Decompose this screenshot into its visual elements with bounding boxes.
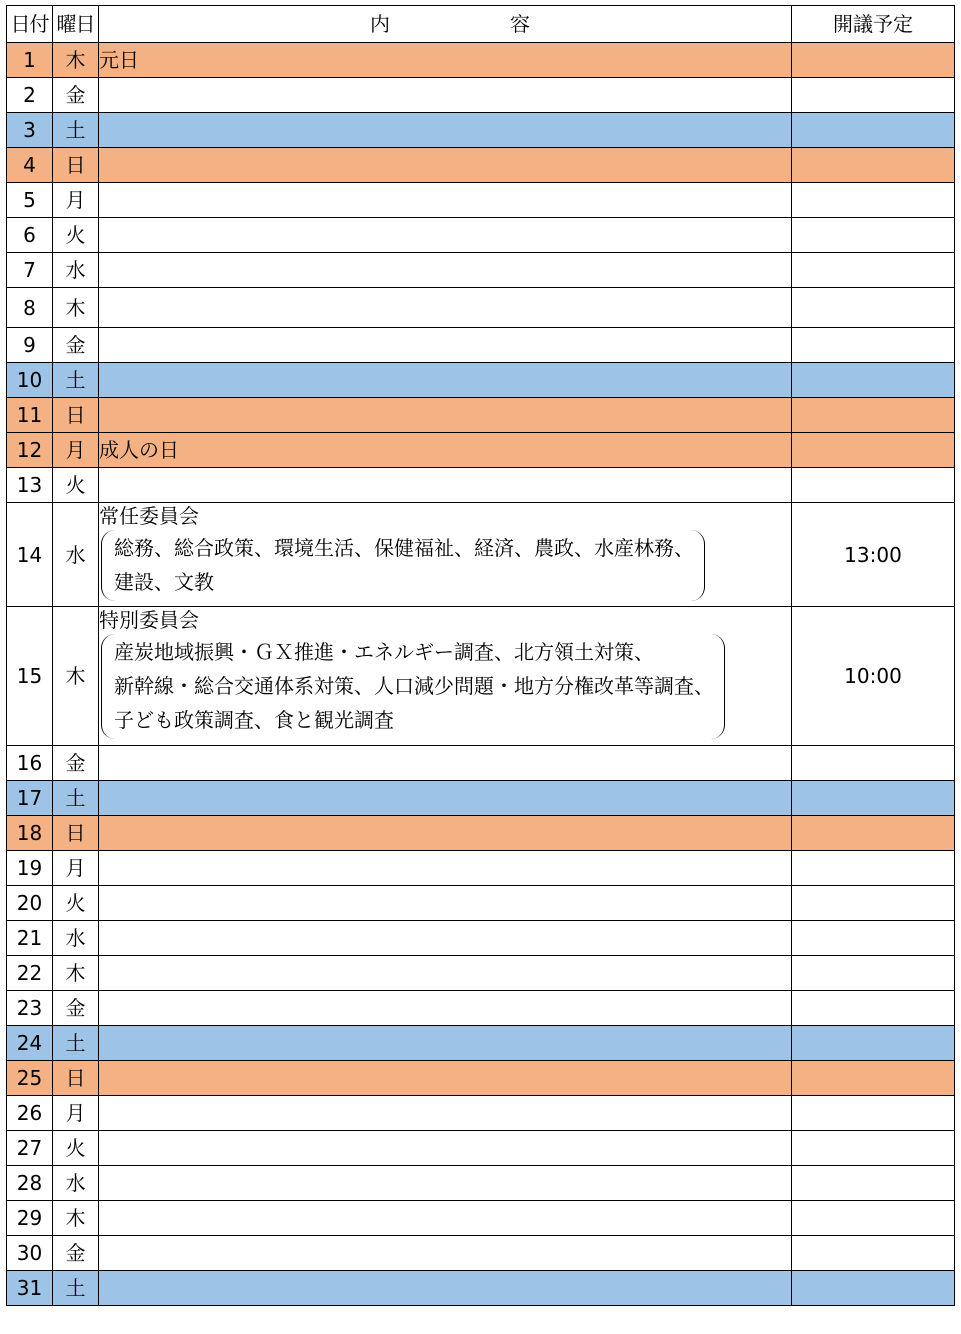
content-cell: 成人の日 <box>99 433 792 468</box>
weekday-cell: 金 <box>53 746 99 781</box>
weekday-cell: 水 <box>53 921 99 956</box>
table-row <box>7 253 955 288</box>
date-cell: 11 <box>7 398 53 433</box>
date-cell: 29 <box>7 1201 53 1236</box>
session-time-cell <box>792 1131 955 1166</box>
session-time-cell <box>792 1026 955 1061</box>
date-cell: 18 <box>7 816 53 851</box>
schedule-rows <box>7 43 955 1306</box>
content-cell <box>99 1166 792 1201</box>
weekday-cell: 日 <box>53 398 99 433</box>
weekday-cell: 月 <box>53 433 99 468</box>
session-time-cell <box>792 1166 955 1201</box>
table-row <box>7 1166 955 1201</box>
session-time-cell <box>792 1236 955 1271</box>
content-cell <box>99 78 792 113</box>
table-row <box>7 851 955 886</box>
weekday-cell: 土 <box>53 781 99 816</box>
session-time-cell: 10:00 <box>792 607 955 746</box>
content-cell <box>99 921 792 956</box>
date-cell: 14 <box>7 503 53 607</box>
weekday-cell: 日 <box>53 1061 99 1096</box>
content-cell <box>99 1096 792 1131</box>
content-cell <box>99 363 792 398</box>
content-cell <box>99 288 792 328</box>
session-time-cell <box>792 328 955 363</box>
weekday-cell: 火 <box>53 886 99 921</box>
content-cell <box>99 1201 792 1236</box>
date-cell: 20 <box>7 886 53 921</box>
date-cell: 6 <box>7 218 53 253</box>
session-time-cell <box>792 288 955 328</box>
date-cell: 17 <box>7 781 53 816</box>
weekday-cell: 土 <box>53 113 99 148</box>
date-cell: 5 <box>7 183 53 218</box>
table-row <box>7 1271 955 1306</box>
session-time-cell <box>792 433 955 468</box>
date-cell: 16 <box>7 746 53 781</box>
content-cell <box>99 253 792 288</box>
date-cell: 1 <box>7 43 53 78</box>
session-time-cell <box>792 183 955 218</box>
content-cell <box>99 113 792 148</box>
committee-title: 特別委員会 <box>99 608 199 632</box>
session-time-cell <box>792 851 955 886</box>
table-row <box>7 113 955 148</box>
weekday-cell: 水 <box>53 253 99 288</box>
content-cell <box>99 956 792 991</box>
weekday-cell: 木 <box>53 1201 99 1236</box>
table-row <box>7 148 955 183</box>
weekday-cell: 水 <box>53 503 99 607</box>
header-time: 開議予定 <box>792 6 955 43</box>
date-cell: 22 <box>7 956 53 991</box>
weekday-cell: 土 <box>53 1271 99 1306</box>
table-row <box>7 921 955 956</box>
weekday-cell: 木 <box>53 607 99 746</box>
table-row <box>7 468 955 503</box>
weekday-cell: 金 <box>53 1236 99 1271</box>
table-row <box>7 183 955 218</box>
date-cell: 24 <box>7 1026 53 1061</box>
content-cell <box>99 218 792 253</box>
content-cell <box>99 503 792 607</box>
session-time-cell <box>792 113 955 148</box>
table-row <box>7 1236 955 1271</box>
weekday-cell: 金 <box>53 328 99 363</box>
session-time-cell <box>792 363 955 398</box>
content-cell <box>99 991 792 1026</box>
session-time-cell: 13:00 <box>792 503 955 607</box>
committee-line: 子ども政策調査、食と観光調査 <box>114 708 394 732</box>
weekday-cell: 木 <box>53 288 99 328</box>
content-cell <box>99 398 792 433</box>
content-cell <box>99 1236 792 1271</box>
date-cell: 28 <box>7 1166 53 1201</box>
session-time-cell <box>792 1061 955 1096</box>
session-time-cell <box>792 148 955 183</box>
content-cell <box>99 816 792 851</box>
date-cell: 25 <box>7 1061 53 1096</box>
content-cell: 元日 <box>99 43 792 78</box>
date-cell: 13 <box>7 468 53 503</box>
content-cell <box>99 781 792 816</box>
date-cell: 30 <box>7 1236 53 1271</box>
table-row <box>7 1201 955 1236</box>
date-cell: 21 <box>7 921 53 956</box>
session-time-cell <box>792 956 955 991</box>
schedule-table <box>6 5 955 1306</box>
table-row <box>7 781 955 816</box>
date-cell: 3 <box>7 113 53 148</box>
session-time-cell <box>792 1271 955 1306</box>
content-cell <box>99 1061 792 1096</box>
date-cell: 12 <box>7 433 53 468</box>
date-cell: 26 <box>7 1096 53 1131</box>
weekday-cell: 月 <box>53 1096 99 1131</box>
table-row <box>7 363 955 398</box>
date-cell: 27 <box>7 1131 53 1166</box>
weekday-cell: 月 <box>53 183 99 218</box>
committee-line: 建設、文教 <box>114 570 214 594</box>
session-time-cell <box>792 468 955 503</box>
weekday-cell: 火 <box>53 218 99 253</box>
table-row <box>7 218 955 253</box>
table-row <box>7 991 955 1026</box>
content-cell <box>99 468 792 503</box>
weekday-cell: 火 <box>53 1131 99 1166</box>
table-row <box>7 886 955 921</box>
content-cell <box>99 328 792 363</box>
content-cell <box>99 1026 792 1061</box>
table-row <box>7 43 955 78</box>
table-row <box>7 1026 955 1061</box>
table-row <box>7 816 955 851</box>
session-time-cell <box>792 398 955 433</box>
content-cell <box>99 148 792 183</box>
content-cell <box>99 1131 792 1166</box>
weekday-cell: 水 <box>53 1166 99 1201</box>
table-row <box>7 503 955 607</box>
table-row <box>7 1061 955 1096</box>
weekday-cell: 金 <box>53 991 99 1026</box>
committee-list <box>101 530 705 601</box>
session-time-cell <box>792 253 955 288</box>
table-row <box>7 433 955 468</box>
table-row <box>7 1096 955 1131</box>
table-row <box>7 78 955 113</box>
table-row <box>7 398 955 433</box>
session-time-cell <box>792 781 955 816</box>
session-time-cell <box>792 43 955 78</box>
session-time-cell <box>792 991 955 1026</box>
session-time-cell <box>792 921 955 956</box>
date-cell: 31 <box>7 1271 53 1306</box>
session-time-cell <box>792 78 955 113</box>
weekday-cell: 金 <box>53 78 99 113</box>
session-time-cell <box>792 816 955 851</box>
committee-line: 新幹線・総合交通体系対策、人口減少問題・地方分権改革等調査、 <box>114 674 714 698</box>
session-time-cell <box>792 746 955 781</box>
weekday-cell: 日 <box>53 816 99 851</box>
session-time-cell <box>792 218 955 253</box>
header-content-label: 内 容 <box>370 12 530 36</box>
session-time-cell <box>792 1096 955 1131</box>
weekday-cell: 土 <box>53 363 99 398</box>
date-cell: 9 <box>7 328 53 363</box>
content-cell <box>99 183 792 218</box>
content-cell <box>99 746 792 781</box>
date-cell: 2 <box>7 78 53 113</box>
committee-line: 産炭地域振興・ＧＸ推進・エネルギー調査、北方領土対策、 <box>114 640 654 664</box>
weekday-cell: 木 <box>53 43 99 78</box>
committee-title: 常任委員会 <box>99 504 199 528</box>
header-dow: 曜日 <box>53 6 99 43</box>
date-cell: 8 <box>7 288 53 328</box>
header-content <box>99 6 792 43</box>
table-row <box>7 288 955 328</box>
table-row <box>7 607 955 746</box>
date-cell: 10 <box>7 363 53 398</box>
weekday-cell: 月 <box>53 851 99 886</box>
date-cell: 4 <box>7 148 53 183</box>
content-cell <box>99 886 792 921</box>
content-cell <box>99 607 792 746</box>
date-cell: 7 <box>7 253 53 288</box>
content-cell <box>99 851 792 886</box>
table-row <box>7 1131 955 1166</box>
table-row <box>7 956 955 991</box>
content-cell <box>99 1271 792 1306</box>
session-time-cell <box>792 1201 955 1236</box>
weekday-cell: 土 <box>53 1026 99 1061</box>
header-row <box>7 6 955 43</box>
session-time-cell <box>792 886 955 921</box>
committee-line: 総務、総合政策、環境生活、保健福祉、経済、農政、水産林務、 <box>114 536 694 560</box>
committee-list <box>101 634 725 739</box>
date-cell: 19 <box>7 851 53 886</box>
weekday-cell: 火 <box>53 468 99 503</box>
date-cell: 15 <box>7 607 53 746</box>
table-row <box>7 746 955 781</box>
header-date: 日付 <box>7 6 53 43</box>
table-row <box>7 328 955 363</box>
weekday-cell: 日 <box>53 148 99 183</box>
weekday-cell: 木 <box>53 956 99 991</box>
date-cell: 23 <box>7 991 53 1026</box>
